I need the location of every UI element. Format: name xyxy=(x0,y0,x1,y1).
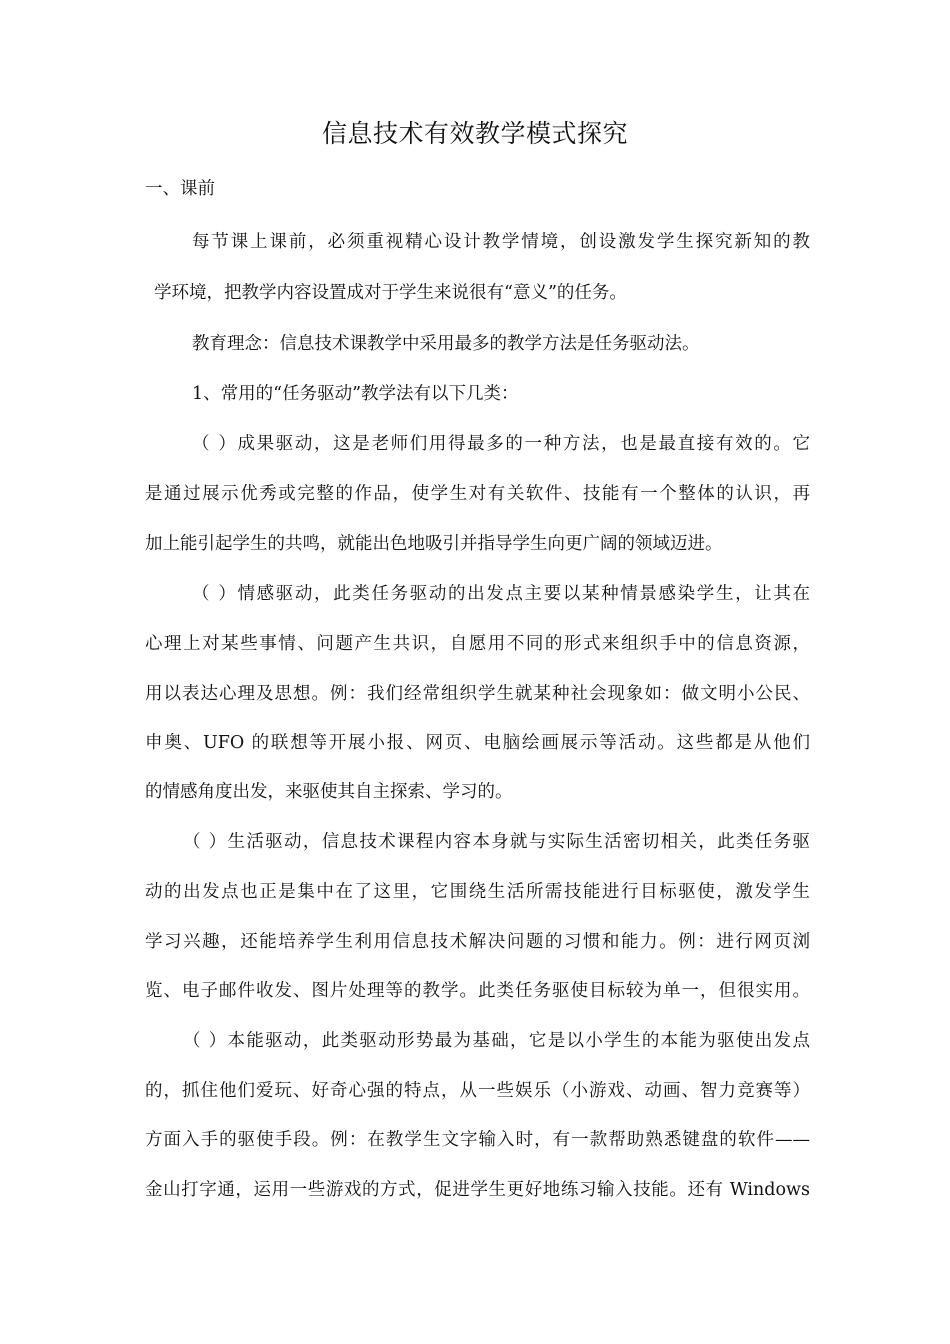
document-title: 信息技术有效教学模式探究 xyxy=(321,119,628,148)
paragraph-line: 用以表达心理及思想。例：我们经常组织学生就某种社会现象如：做文明小公民、 xyxy=(145,684,810,704)
paragraph-line: 金山打字通，运用一些游戏的方式，促进学生更好地练习输入技能。还有 Windows xyxy=(145,1180,810,1200)
paragraph-line: 申奥、UFO 的联想等开展小报、网页、电脑绘画展示等活动。这些都是从他们 xyxy=(145,733,810,753)
paragraph-line: 的，抓住他们爱玩、好奇心强的特点，从一些娱乐（小游戏、动画、智力竞赛等） xyxy=(145,1081,810,1101)
paragraph-line: 是通过展示优秀或完整的作品，使学生对有关软件、技能有一个整体的认识，再 xyxy=(145,484,810,504)
paragraph-line: 方面入手的驱使手段。例：在教学生文字输入时，有一款帮助熟悉键盘的软件—— xyxy=(145,1130,810,1150)
paragraph-line: 学习兴趣，还能培养学生利用信息技术解决问题的习惯和能力。例：进行网页浏 xyxy=(145,932,810,952)
paragraph-line: （ ）成果驱动，这是老师们用得最多的一种方法，也是最直接有效的。它 xyxy=(192,434,810,454)
paragraph-line: 览、电子邮件收发、图片处理等的教学。此类任务驱使目标较为单一，但很实用。 xyxy=(145,981,810,1001)
paragraph-line: 学环境，把教学内容设置成对于学生来说很有“意义”的任务。 xyxy=(154,283,627,303)
paragraph-line: 1、常用的“任务驱动”教学法有以下几类： xyxy=(192,384,519,404)
paragraph-line: （ ）情感驱动，此类任务驱动的出发点主要以某种情景感染学生，让其在 xyxy=(192,584,810,604)
paragraph-line: 加上能引起学生的共鸣，就能出色地吸引并指导学生向更广阔的领域迈进。 xyxy=(145,534,723,554)
paragraph-line: 动的出发点也正是集中在了这里，它围绕生活所需技能进行目标驱使，激发学生 xyxy=(145,882,810,902)
paragraph-line: 的情感角度出发，来驱使其自主探索、学习的。 xyxy=(145,782,513,802)
section-heading: 一、课前 xyxy=(145,179,215,199)
paragraph-line: （ ）本能驱动，此类驱动形势最为基础，它是以小学生的本能为驱使出发点 xyxy=(183,1031,810,1051)
paragraph-line: 教育理念：信息技术课教学中采用最多的教学方法是任务驱动法。 xyxy=(192,334,700,354)
paragraph-line: （ ）生活驱动，信息技术课程内容本身就与实际生活密切相关，此类任务驱 xyxy=(183,832,810,852)
paragraph-line: 每节课上课前，必须重视精心设计教学情境，创设激发学生探究新知的教 xyxy=(192,232,810,252)
paragraph-line: 心理上对某些事情、问题产生共识，自愿用不同的形式来组织手中的信息资源， xyxy=(145,634,810,654)
